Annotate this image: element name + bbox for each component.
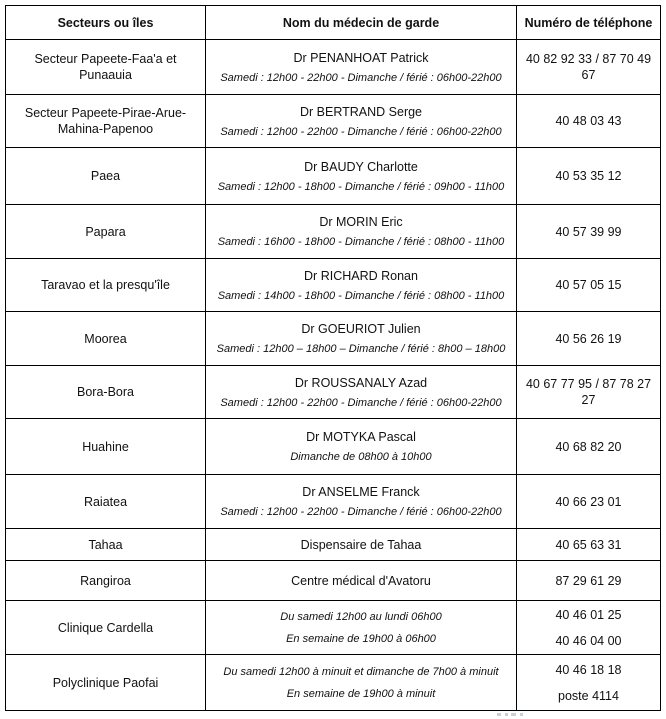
phone-cell [517,148,661,205]
phone-number: 40 46 04 00 [555,633,622,648]
phone-number: 40 57 05 15 [555,278,622,292]
table-row [6,205,661,259]
phone-number: 40 53 35 12 [555,169,622,183]
phone-cell [517,205,661,259]
sector-cell: Paea [6,148,206,205]
phone-number: 40 82 92 33 / 87 70 49 67 [525,52,652,82]
doctor-name: Dr GOEURIOT Julien [301,322,421,336]
doctor-name: Dr RICHARD Ronan [304,268,418,283]
doctor-name: Centre médical d'Avatoru [291,573,431,588]
phone-cell [517,259,661,312]
phone-cell [517,40,661,95]
schedule-text: Samedi : 16h00 - 18h00 - Dimanche / férié : 08h00 - 11h00 [217,236,505,248]
doctor-name: Dr MOTYKA Pascal [306,430,416,444]
phone-cell [517,419,661,475]
header-sector: Secteurs ou îles [6,6,206,40]
table-row [6,259,661,312]
sector-cell: Bora-Bora [6,366,206,419]
phone-cell [517,561,661,601]
doctor-cell [206,366,517,419]
sector-cell: Papara [6,205,206,259]
table-row [6,655,661,711]
sector-cell: Raiatea [6,475,206,529]
phone-number: 40 46 18 18 [555,662,622,677]
doctor-name: Dr PENANHOAT Patrick [293,50,429,65]
header-phone: Numéro de téléphone [517,6,661,40]
schedule-text: Samedi : 14h00 - 18h00 - Dimanche / férié : 08h00 - 11h00 [217,289,505,302]
schedule-text: Samedi : 12h00 - 22h00 - Dimanche / férié : 06h00-22h00 [220,125,502,138]
doctor-cell [206,205,517,259]
schedule-text: Samedi : 12h00 - 22h00 - Dimanche / férié : 06h00-22h00 [220,506,502,518]
phone-number: 40 66 23 01 [555,494,622,509]
table-header-row [6,6,661,40]
doctor-cell [206,259,517,312]
header-doctor: Nom du médecin de garde [206,6,517,40]
doctor-name: Dr BERTRAND Serge [299,104,423,119]
sector-cell: Huahine [6,419,206,475]
schedule-text: Dimanche de 08h00 à 10h00 [290,451,432,463]
sector-cell: Moorea [6,312,206,366]
schedule-text: En semaine de 19h00 à minuit [286,687,436,700]
phone-cell [517,95,661,148]
table-row [6,475,661,529]
phone-cell [517,529,661,561]
phone-number: 40 48 03 43 [555,114,622,128]
doctor-name: Dr MORIN Eric [319,215,403,229]
table-row [6,529,661,561]
sector-cell: Secteur Papeete-Faa'a et Punaauia [6,40,206,95]
phone-number: poste 4114 [558,688,619,703]
doctor-cell [206,148,517,205]
doctor-cell [206,529,517,561]
phone-number: 40 46 01 25 [555,607,622,622]
doctor-name: Dr BAUDY Charlotte [304,159,418,174]
phone-cell [517,475,661,529]
doctor-name: Dr ROUSSANALY Azad [294,375,428,390]
table-row [6,561,661,601]
phone-number: 40 56 26 19 [555,331,622,346]
doctor-cell [206,655,517,711]
doctor-cell [206,95,517,148]
phone-cell [517,366,661,419]
phone-number: 40 68 82 20 [555,439,622,454]
schedule-text: En semaine de 19h00 à 06h00 [286,632,436,645]
sector-cell: Taravao et la presqu'île [6,259,206,312]
schedule-text: Samedi : 12h00 – 18h00 – Dimanche / férié : 8h00 – 18h00 [216,343,506,355]
sector-cell: Secteur Papeete-Pirae-Arue-Mahina-Papenoo [6,95,206,148]
schedule-text: Samedi : 12h00 - 22h00 - Dimanche / férié : 06h00-22h00 [220,396,502,409]
doctor-cell [206,312,517,366]
phone-cell [517,601,661,655]
doctor-cell [206,475,517,529]
schedule-text: Samedi : 12h00 - 22h00 - Dimanche / férié : 06h00-22h00 [220,71,502,84]
sector-cell: Rangiroa [6,561,206,601]
scan-artifact-mark [497,711,537,717]
table-row [6,366,661,419]
phone-number: 40 67 77 95 / 87 78 27 27 [525,377,652,407]
schedule-text: Samedi : 12h00 - 18h00 - Dimanche / férié : 09h00 - 11h00 [217,180,505,193]
doctor-name: Dr ANSELME Franck [302,485,420,499]
doctor-cell [206,561,517,601]
phone-number: 40 57 39 99 [555,224,622,239]
table-row [6,312,661,366]
phone-number: 40 65 63 31 [555,537,622,552]
table-row [6,148,661,205]
schedule-text: Du samedi 12h00 au lundi 06h00 [280,610,442,623]
table-row [6,40,661,95]
table-row [6,95,661,148]
on-call-doctors-table [5,5,661,711]
sector-cell: Tahaa [6,529,206,561]
sector-cell: Clinique Cardella [6,601,206,655]
schedule-text: Du samedi 12h00 à minuit et dimanche de 7h00 à minuit [223,665,499,678]
phone-cell [517,655,661,711]
phone-cell [517,312,661,366]
doctor-name: Dispensaire de Tahaa [300,537,422,552]
table-row [6,419,661,475]
phone-number: 87 29 61 29 [555,573,622,588]
doctor-cell [206,40,517,95]
table-row [6,601,661,655]
sector-cell: Polyclinique Paofai [6,655,206,711]
doctor-cell [206,419,517,475]
doctor-cell [206,601,517,655]
table-body [6,40,661,711]
